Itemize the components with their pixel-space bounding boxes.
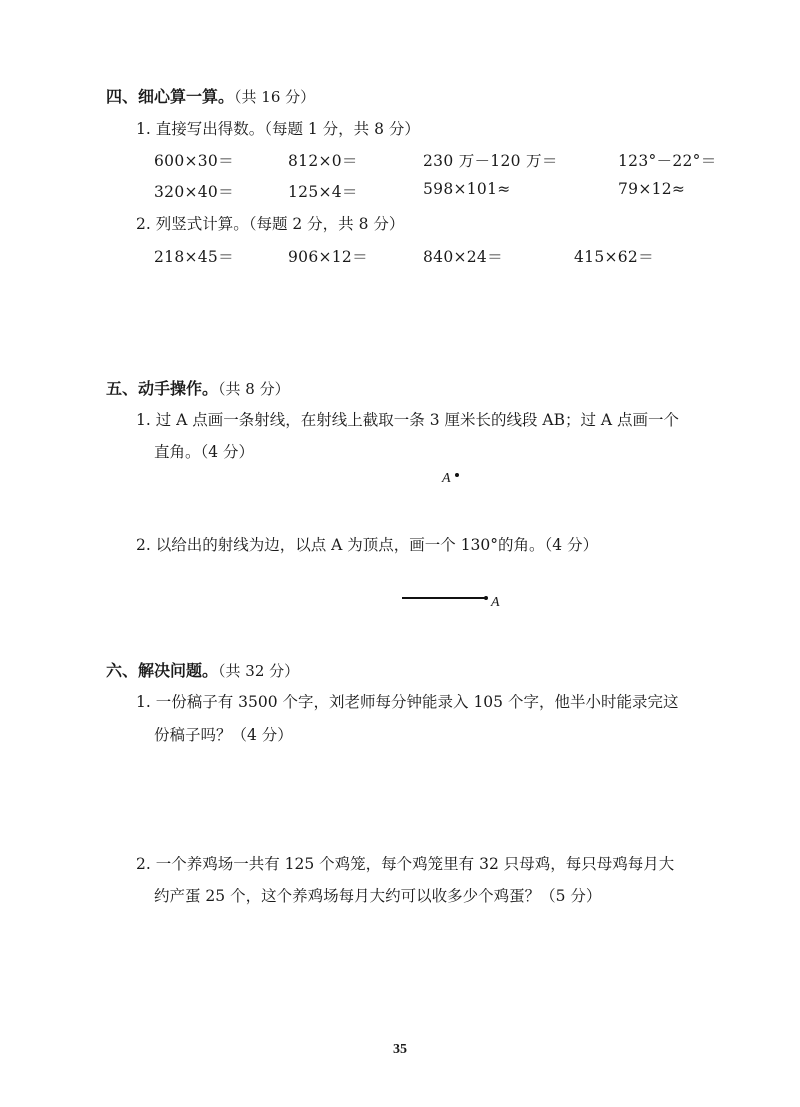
s4-q1-expr: 320×40＝ [154,183,234,201]
section-4-points: （共 16 分） [234,88,316,106]
s4-q1-expr: 598×101≈ [423,180,511,198]
s4-q2-expr: 906×12＝ [288,248,368,266]
s4-q1-expr: 79×12≈ [618,180,686,198]
ray-vertex-dot [484,596,488,600]
point-a-label: A [442,471,451,486]
s4-q2-expr: 840×24＝ [423,248,503,266]
section-5-points: （共 8 分） [218,380,290,398]
section-4-title: 四、细心算一算。 [106,87,235,106]
s5-q1-line1: 1. 过 A 点画一条射线，在射线上截取一条 3 厘米长的线段 AB；过 A 点画一个 [136,411,680,429]
s4-q1-expr: 812×0＝ [288,152,358,170]
s4-q1-expr: 230 万－120 万＝ [423,152,558,170]
s4-q2-expr: 218×45＝ [154,248,234,266]
section-5-title: 五、动手操作。 [106,379,219,398]
s4-q1-expr: 600×30＝ [154,152,234,170]
s4-q2-prompt: 2. 列竖式计算。（每题 2 分，共 8 分） [136,215,405,233]
s6-q2-line2: 约产蛋 25 个，这个养鸡场每月大约可以收多少个鸡蛋？（5 分） [154,887,602,905]
s4-q2-expr: 415×62＝ [574,248,654,266]
s5-q2-prompt: 2. 以给出的射线为边，以点 A 为顶点，画一个 130°的角。（4 分） [136,536,599,554]
ray-vertex-label: A [491,595,500,610]
s6-q1-line2: 份稿子吗？（4 分） [154,726,293,744]
given-ray [402,597,485,599]
s6-q2-line1: 2. 一个养鸡场一共有 125 个鸡笼，每个鸡笼里有 32 只母鸡，每只母鸡每月大 [136,855,675,873]
section-5-heading [106,376,290,399]
s6-q1-line1: 1. 一份稿子有 3500 个字，刘老师每分钟能录入 105 个字，他半小时能录完这 [136,693,679,711]
s4-q1-expr: 125×4＝ [288,183,358,201]
section-6-heading [106,658,299,681]
section-6-title: 六、解决问题。 [106,661,219,680]
section-6-points: （共 32 分） [218,662,300,680]
page-number: 35 [393,1042,407,1057]
section-4-heading [106,84,315,107]
s4-q1-prompt: 1. 直接写出得数。（每题 1 分，共 8 分） [136,120,420,138]
s5-q1-line2: 直角。（4 分） [154,443,255,461]
point-a-dot [455,473,459,477]
s4-q1-expr: 123°－22°＝ [618,152,717,170]
